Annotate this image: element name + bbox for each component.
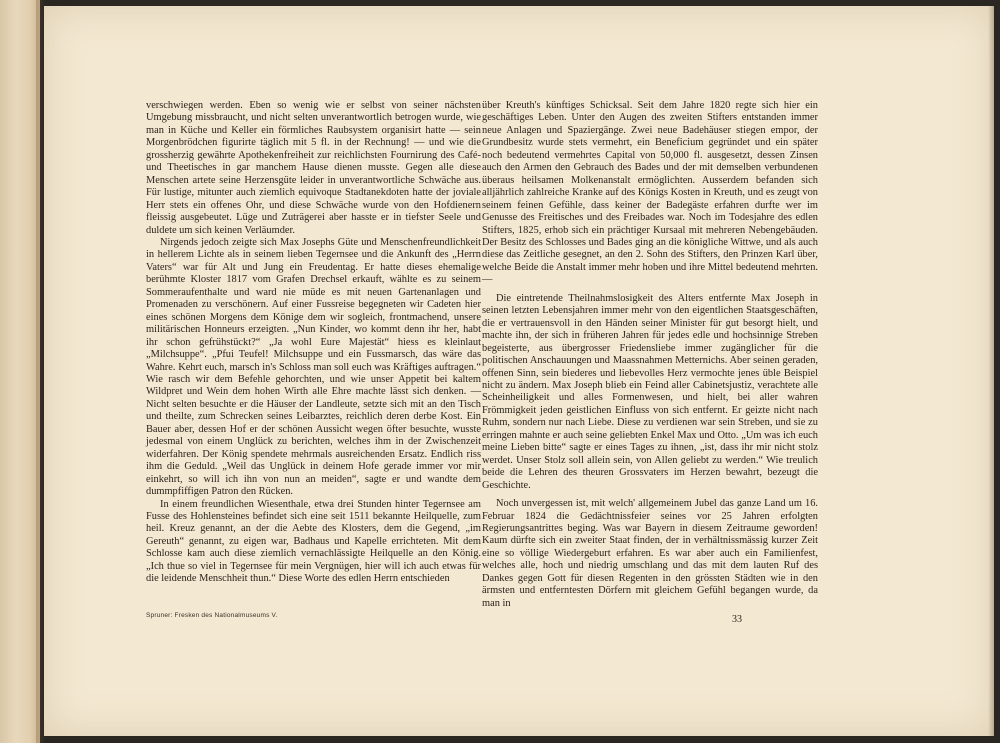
right-paragraph-2: Die eintretende Theilnahmslosigkeit des Alters entfernte Max Joseph in seinen letzten Lebensjahren immer mehr von den eigentlichen Staatsgeschäften, die er vertrauensvoll in den Händen seiner Minister für gut besorgt hielt, und machte ihn, der sich in früheren Jahren für jedes edle und hochsinnige Streben begeisterte, aus übergrosser Friedensliebe immer zugänglicher für die politischen Anschauungen und Maassnahmen Metternichs. Aber seinen geraden, offenen Sinn, sein biederes und liebevolles Herz vermochte jenes üble Beispiel nicht zu ändern. Max Joseph blieb ein Feind aller Cabinetsjustiz, verachtete alle Scheinheiligkeit und alles Formenwesen, und hielt, bei aller wahren Frömmigkeit jeden geistlichen Einfluss von sich entfernt. Er geizte nicht nach Ruhm, sondern nur nach Liebe. Diese zu verdienen war sein Streben, und sie zu erringen mahnte er auch seine geliebten Enkel Max und Otto. „Um was ich euch meine Lieben bitte“ sagte er eines Tages zu ihnen, „ist, dass ihr mir nicht stolz werdet. Unser Stolz soll allein sein, von Allen geliebt zu werden.“ Wie treulich beide die Lehren des theuren Grossvaters im Herzen bewahrt, bezeugt die Geschichte. [482, 292, 818, 491]
imprint-line: Spruner: Fresken des Nationalmuseums V. [146, 612, 278, 619]
book-spine [0, 0, 40, 743]
page-number: 33 [732, 614, 742, 625]
left-paragraph-1: verschwiegen werden. Eben so wenig wie er selbst von seiner nächsten Umgebung missbraucht, und nicht selten unverantwortlich betrogen wurde, wie man in Küche und Keller ein förmliches Raubsystem organisirt hatte — sein Morgenbrödchen figurirte täglich mit 5 fl. in der Rechnung! — und wie die grossherzig gewährte Apothekenfreiheit zur reichlichsten Fournirung des Café- und Theetisches in gar manchem Hause dienen musste. Gegen alle diese Menschen artete seine Herzensgüte leider in unverantwortliche Schwäche aus. Für lustige, mitunter auch ziemlich equivoque Stadtanekdoten hatte der joviale Herr stets ein offenes Ohr, und diese Schwäche wurde von den Hofdienern fleissig ausgebeutet. Lüge und Zuträgerei aber hasste er in tiefster Seele und duldete um sich keinen Verläumder. [146, 100, 481, 236]
right-paragraph-3: Noch unvergessen ist, mit welch' allgemeinem Jubel das ganze Land um 16. Februar 1824 die Gedächtnissfeier seines vor 25 Jahren erfolgten Regierungsantrittes beging. Was war Bayern in diesem Zeitraume geworden! Kaum dürfte sich ein zweiter Staat finden, der in verhältnissmässig kurzer Zeit eine so völlige Wiedergeburt erfahren. Es war aber auch ein Familienfest, welches alle, hoch und niedrig umschlang und das mit dem lauten Ruf des Dankes gegen Gott für diesen Regenten in den grössten Städten wie in den ärmsten und entferntesten Dörfern mit gleichem Gefühl begangen wurde, da man in [482, 498, 818, 609]
page-edge [988, 6, 994, 736]
left-text-column [146, 100, 481, 586]
left-paragraph-2: Nirgends jedoch zeigte sich Max Josephs Güte und Menschenfreundlichkeit in hellerem Lichte als in seinem lieben Tegernsee und die Ankunft des „Herrn Vaters“ war für Alt und Jung ein Freudentag. Er hatte dieses ehemalige berühmte Kloster 1817 vom Grafen Drechsel erkauft, wählte es zu seinem Sommeraufenthalte und ward nie müde es mit neuen Gartenanlagen und Promenaden zu verschönern. Auf einer Fussreise begegneten wir Cadeten hier eines schönen Morgens dem Könige dem wir sogleich, frontmachend, unsere militärischen Honneurs erzeigten. „Nun Kinder, wo kommt denn ihr her, habt ihr schon gefrühstückt?“ „Ja wohl Eure Majestät“ hiess es kleinlaut „Milchsuppe“. „Pfui Teufel! Milchsuppe und ein Fussmarsch, das wäre das Wahre. Kehrt euch, marsch in's Schloss man soll euch was Kräftiges auftragen.“ Wie rasch wir dem Befehle gehorchten, und wie unser Appetit bei kaltem Wildpret und Wein dem hohen Wirth alle Ehre machte lässt sich denken. — Nicht selten besuchte er die Häuser der Landleute, setzte sich mit an den Tisch und theilte, zum Schrecken seines Leibarztes, reichlich deren derbe Kost. Ein Bauer aber, dessen Hof er der schönen Aussicht wegen öfter besuchte, wusste jedesmal von einem Unglück zu berichten, welches ihm in der Zwischenzeit widerfahren. Der König spendete mehrmals ausreichenden Ersatz. Endlich riss ihm die Geduld. „Weil das Unglück in deinem Hofe gerade immer vor mir einkehrt, so will ich ihn von nun an meiden“, sagte er und wandte dem dummpfiffigen Patron den Rücken. [146, 236, 481, 498]
left-paragraph-3: In einem freundlichen Wiesenthale, etwa drei Stunden hinter Tegernsee am Fusse des Hohlensteines befindet sich eine seit 1511 bekannte Heilquelle, zum heil. Kreuz genannt, an der die Aebte des Klosters, dem die Gegend, „im Gereuth“ genannt, zu eigen war, Badhaus und Kapelle errichteten. Mit dem Schlosse kam auch diese ziemlich vernachlässigte Heilquelle an den König. „Ich thue so viel in Tegernsee für mein Vergnügen, hier will ich auch etwas für die leidende Menschheit thun.“ Diese Worte des edlen Herrn entschieden [146, 498, 481, 585]
right-text-column [482, 100, 818, 610]
right-paragraph-1: über Kreuth's künftiges Schicksal. Seit dem Jahre 1820 regte sich hier ein geschäftiges Leben. Unter den Augen des zweiten Stifters entstanden immer neue Anlagen und Spaziergänge. Zwei neue Badehäuser stiegen empor, der Grundbesitz wurde stets vermehrt, ein Beneficium gegründet und ein später noch bedeutend vermehrtes Capital von 50,000 fl. ausgesetzt, dessen Zinsen auch den Armen den Gebrauch des Bades und der mit demselben verbundenen überaus heilsamen Molkenanstalt ermöglichten. Ausserdem befanden sich alljährlich zahlreiche Kranke auf des Königs Kosten in Kreuth, und es zeugt von seinem feinen Gefühle, dass keiner der Badegäste erfahren durfte wer im Genusse des Freitisches und des Freibades war. Noch im Todesjahre des edlen Stifters, 1825, erhob sich ein prächtiger Kursaal mit mehreren Nebengebäuden. Der Besitz des Schlosses und Bades ging an die königliche Wittwe, und als auch diese das Zeitliche gesegnet, an den 2. Sohn des Stifters, den Prinzen Karl über, welche Beide die Anstalt immer mehr hoben und ihre Mittel bedeutend mehrten. — [482, 100, 818, 286]
